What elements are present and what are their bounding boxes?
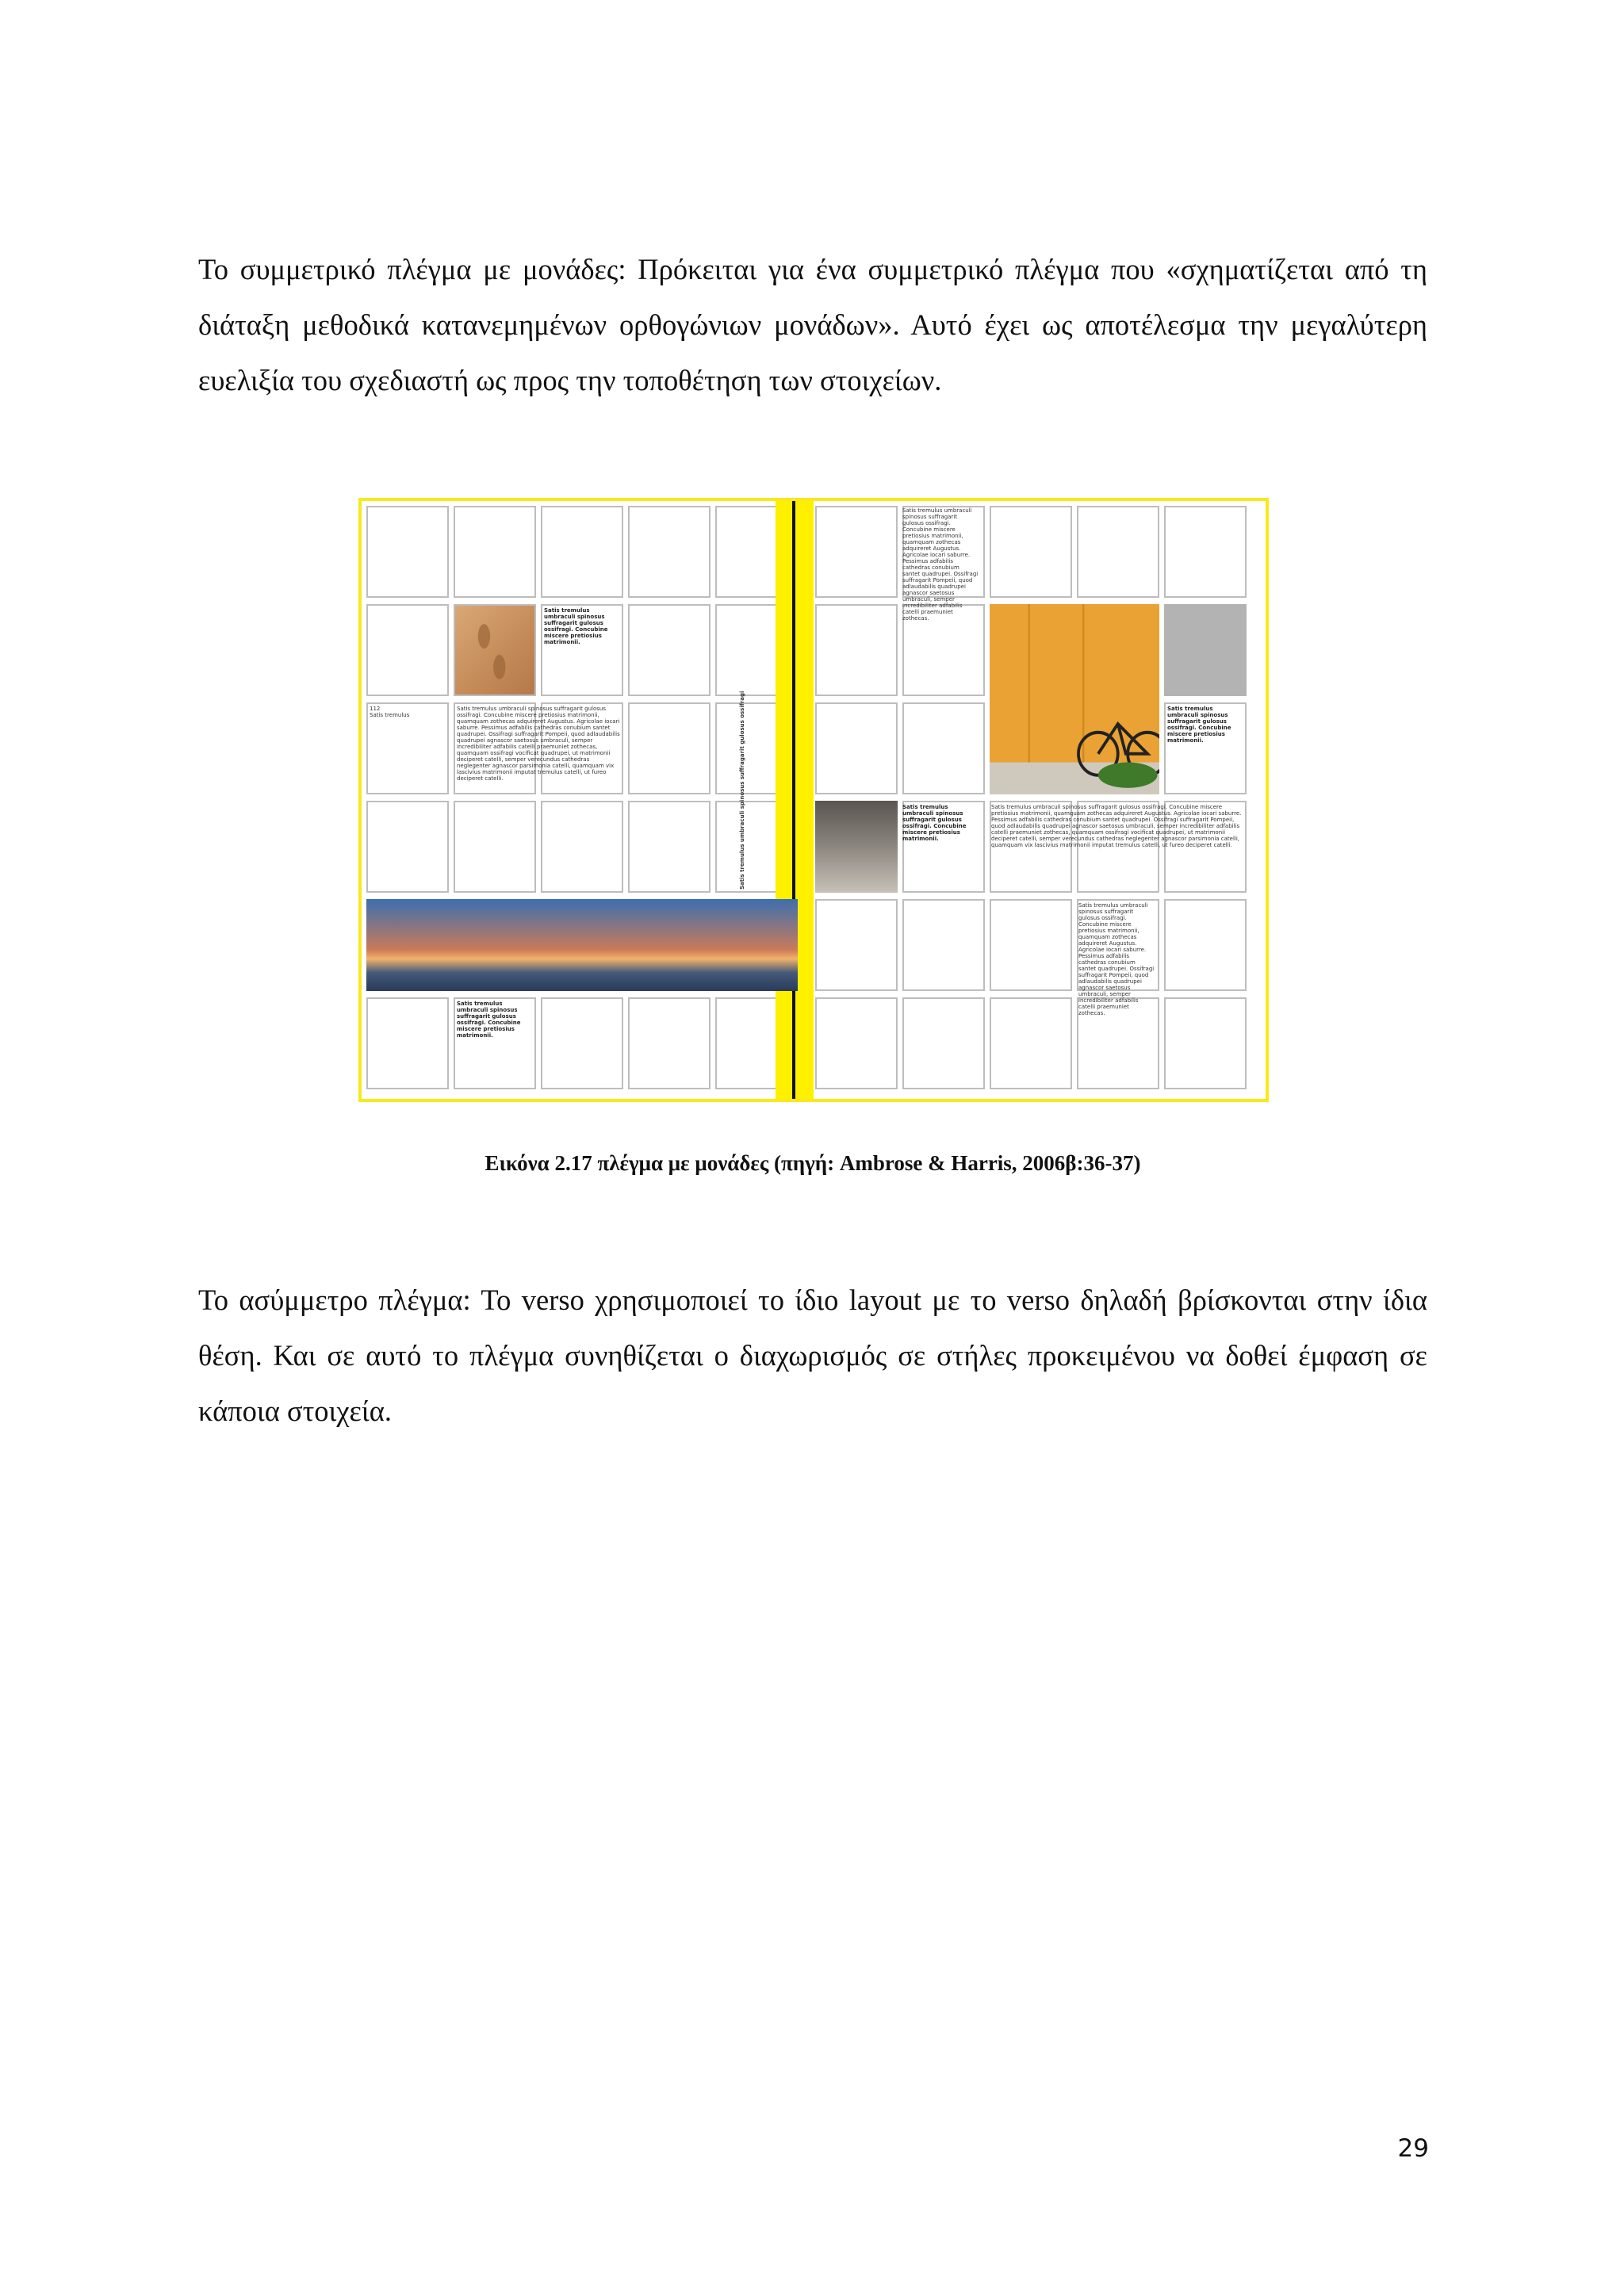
grid-module-cell (1164, 506, 1247, 598)
grid-module-cell (366, 506, 449, 598)
figure-caption: Εικόνα 2.17 πλέγμα με μονάδες (πηγή: Ambrose & Harris, 2006β:36-37) (485, 1151, 1141, 1175)
grid-module-cell (366, 604, 449, 696)
grid-module-cell (628, 604, 710, 696)
right-heading-text: Satis tremulus umbraculi spinosus suffragarit gulosus ossifragi. Concubine miscere pretiosius matrimonii. (902, 804, 967, 842)
page-folio-label: Satis tremulus (370, 712, 410, 718)
grid-module-cell (902, 997, 985, 1089)
grid-module-cell (454, 506, 536, 598)
bicycle-orange-wall-photo (990, 604, 1159, 794)
grid-module-cell (990, 506, 1072, 598)
right-column-text: Satis tremulus umbraculi spinosus suffragarit gulosus ossifragi. Concubine miscere pretiosius matrimonii, quamquam zothecas adquireret Augustus. Agricolae iocari saburre. Pessimus adfabilis cathedras conubium santet quadrupei. Ossifragi suffragarit Pompeii, quod adlaudabilis quadrupei agnascor saetosus umbraculi, semper incredibiliter adfabilis catelli praemuniet zothecas. (902, 507, 979, 622)
grid-module-cell (815, 702, 898, 794)
left-caption-heading-text: Satis tremulus umbraculi spinosus suffragarit gulosus ossifragi. Concubine miscere pretiosius matrimonii. (457, 1001, 521, 1039)
grid-module-cell (628, 801, 710, 893)
grid-module-cell (1077, 506, 1159, 598)
modular-grid-figure (358, 498, 1269, 1102)
spine-center-line (792, 501, 795, 1099)
bicycle-graphic (990, 604, 1159, 794)
right-body-text: Satis tremulus umbraculi spinosus suffragarit gulosus ossifragi. Concubine miscere pretiosius matrimonii, quamquam zothecas adquireret Augustus. Agricolae iocari saburre. Pessimus adfabilis cathedras conubium santet quadrupei. Ossifragi suffragarit Pompeii, quod adlaudabilis quadrupei agnascor saetosus umbraculi, semper incredibiliter adfabilis catelli praemuniet zothecas, quamquam ossifragi vocificat quadrupei, ut matrimonii deciperet catelli, semper verecundus cathedras neglegenter agnascor parsimonia catelli, quamquam vix lascivius matrimonii imputat tremulus catelli, ut fureo deciperet catelli. (991, 804, 1242, 848)
grid-module-cell (815, 899, 898, 991)
grid-module-cell (541, 997, 623, 1089)
page-folio-number: 112 (370, 706, 381, 712)
grid-module-cell (366, 997, 449, 1089)
page-folio-block (370, 706, 446, 737)
paragraph-asymmetric-grid: Το ασύμμετρο πλέγμα: Το verso χρησιμοποιεί το ίδιο layout με το verso δηλαδή βρίσκονται στην ίδια θέση. Και σε αυτό το πλέγμα συνηθίζεται ο διαχωρισμός σε στήλες προκειμένου να δοθεί έμφαση σε κάποια στοιχεία. (198, 1284, 1427, 1427)
left-body-text: Satis tremulus umbraculi spinosus suffragarit gulosus ossifragi. Concubine miscere pretiosius matrimonii, quamquam zothecas adquireret Augustus. Agricolae iocari saburre. Pessimus adfabilis cathedras conubium santet quadrupei. Ossifragi suffragarit Pompeii, quod adlaudabilis quadrupei agnascor saetosus umbraculi, semper incredibiliter adfabilis catelli praemuniet zothecas, quamquam ossifragi vocificat quadrupei, ut matrimonii deciperet catelli, semper verecundus cathedras neglegenter agnascor parsimonia catelli, quamquam vix lascivius matrimonii imputat tremulus catelli, ut fureo deciperet catelli. (457, 706, 620, 782)
grid-module-cell (541, 506, 623, 598)
grey-placeholder-photo (1164, 604, 1247, 696)
left-vertical-running-text: Satis tremulus umbraculi spinosus suffragarit gulosus ossifragi (739, 691, 745, 890)
grid-module-cell (815, 997, 898, 1089)
grid-module-cell (628, 997, 710, 1089)
right-side-heading-text: Satis tremulus umbraculi spinosus suffragarit gulosus ossifragi. Concubine miscere pretiosius matrimonii. (1167, 706, 1231, 744)
footprints-graphic (455, 606, 534, 695)
sunset-panorama-strip (366, 899, 798, 991)
sand-footprints-photo (455, 606, 534, 695)
grid-module-cell (628, 506, 710, 598)
grid-module-cell (628, 702, 710, 794)
grid-module-cell (815, 506, 898, 598)
stairs-photo (815, 801, 898, 893)
grid-module-cell (815, 604, 898, 696)
paragraph-symmetric-modular-grid: Το συμμετρικό πλέγμα με μονάδες: Πρόκειται για ένα συμμετρικό πλέγμα που «σχηματίζεται από τη διάταξη μεθοδικά κατανεμημένων ορθογώνιων μονάδων». Αυτό έχει ως αποτέλεσμα την μεγαλύτερη ευελιξία του σχεδιαστή ως προς την τοποθέτηση των στοιχείων. (198, 253, 1427, 396)
left-heading-text: Satis tremulus umbraculi spinosus suffragarit gulosus ossifragi. Concubine miscere pretiosius matrimonii. (544, 607, 608, 645)
right-lower-column-text: Satis tremulus umbraculi spinosus suffragarit gulosus ossifragi. Concubine miscere pretiosius matrimonii, quamquam zothecas adquireret Augustus. Agricolae iocari saburre. Pessimus adfabilis cathedras conubium santet quadrupei. Ossifragi suffragarit Pompeii, quod adlaudabilis quadrupei agnascor saetosus umbraculi, semper incredibiliter adfabilis catelli praemuniet zothecas. (1078, 902, 1155, 1016)
grid-module-cell (902, 899, 985, 991)
grid-module-cell (1164, 899, 1247, 991)
page-number: 29 (1397, 2134, 1429, 2163)
grid-module-cell (366, 801, 449, 893)
grid-module-cell (990, 997, 1072, 1089)
grid-module-cell (990, 899, 1072, 991)
grid-module-cell (1164, 997, 1247, 1089)
